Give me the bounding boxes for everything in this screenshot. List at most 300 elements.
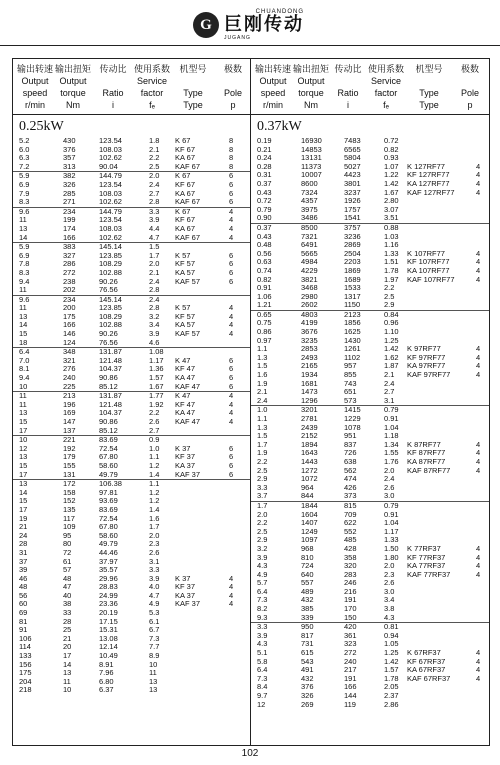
header-pole: 极数 Pole p	[223, 64, 242, 110]
table-cell: 2869	[344, 240, 361, 250]
table-cell: 0.84	[384, 309, 399, 319]
table-cell: 4357	[301, 196, 318, 206]
table-cell: 102.62	[99, 232, 122, 242]
table-cell: K 87RF77	[407, 439, 441, 449]
table-row	[13, 234, 250, 243]
table-group	[13, 172, 250, 207]
table-cell: 137	[63, 425, 76, 435]
table-cell: 1643	[301, 448, 318, 458]
table-row	[13, 575, 250, 584]
table-row	[13, 348, 250, 357]
table-row	[251, 623, 489, 632]
table-row	[251, 154, 489, 163]
table-cell: 0.74	[257, 265, 272, 275]
table-cell: 815	[344, 500, 357, 510]
table-cell: 4.7	[149, 590, 160, 600]
table-cell: 0.91	[384, 509, 399, 519]
table-row	[251, 337, 489, 346]
table-cell: 108.29	[99, 259, 122, 269]
table-cell: 2.4	[149, 276, 160, 286]
table-cell: 0.81	[384, 622, 399, 632]
table-cell: 0.31	[257, 170, 272, 180]
table-cell: 179	[63, 452, 76, 462]
table-cell: 3.7	[257, 491, 268, 501]
table-cell: 2.5	[257, 526, 268, 536]
table-cell: 6.4	[19, 347, 30, 357]
table-cell: 39	[19, 565, 28, 575]
table-cell: 83.69	[99, 435, 118, 445]
table-group	[13, 137, 250, 172]
table-cell: 543	[301, 656, 314, 666]
table-cell: 0.63	[257, 257, 272, 267]
table-cell: 0.48	[257, 240, 272, 250]
table-cell: 10	[19, 381, 28, 391]
table-row	[13, 462, 250, 471]
table-cell: 321	[63, 355, 76, 365]
header-ratio: 传动比 Ratio i	[334, 64, 362, 110]
table-row	[13, 278, 250, 287]
table-cell: 2.37	[384, 691, 399, 700]
table-cell: 2.8	[149, 303, 160, 313]
table-cell: 283	[344, 569, 357, 579]
table-row	[251, 354, 489, 363]
table-cell: 964	[301, 482, 314, 492]
table-cell: 121.48	[99, 355, 122, 365]
table-cell: 837	[344, 439, 357, 449]
table-cell: 4803	[301, 309, 318, 319]
table-cell: 117	[63, 513, 75, 523]
table-cell: 0.79	[257, 204, 272, 214]
table-row	[13, 190, 250, 199]
table-cell: 2.6	[149, 547, 160, 557]
table-cell: 810	[301, 552, 314, 562]
table-cell: 1894	[301, 439, 318, 449]
table-cell: 4423	[344, 170, 361, 180]
table-cell: 13	[19, 452, 28, 462]
table-cell: 95	[63, 530, 72, 540]
table-cell: 2.5	[257, 465, 268, 475]
table-cell: KAF 67	[175, 161, 201, 171]
table-cell: K 67RF37	[407, 648, 441, 658]
table-cell: KAF 57	[175, 329, 201, 339]
table-row	[13, 643, 250, 652]
table-row	[251, 562, 489, 571]
table-cell: K 107RF77	[407, 248, 445, 258]
table-cell: 651	[344, 387, 357, 397]
table-cell: 1.21	[257, 300, 272, 310]
table-cell: 1.10	[384, 327, 399, 337]
table-row	[13, 409, 250, 418]
table-row	[251, 424, 489, 433]
table-cell: 240	[63, 373, 76, 383]
table-cell: 1.2	[149, 487, 160, 497]
table-cell: 1150	[344, 300, 361, 310]
table-cell: 4	[229, 573, 234, 583]
table-cell: 1072	[301, 474, 318, 484]
table-cell: 29.96	[99, 573, 118, 583]
table-cell: 158	[63, 487, 76, 497]
table-cell: 1.42	[384, 656, 399, 666]
table-row	[251, 701, 489, 710]
table-cell: 1.22	[384, 170, 399, 180]
table-cell: 2.9	[257, 474, 268, 484]
table-cell: 14	[63, 659, 72, 669]
table-cell: 12	[257, 699, 266, 709]
table-cell: 90.86	[99, 417, 118, 426]
table-cell: 1.6	[149, 513, 160, 523]
table-cell: 90.86	[99, 373, 118, 383]
table-cell: 4	[229, 303, 234, 313]
table-cell: 430	[63, 136, 76, 145]
table-cell: 1.55	[384, 448, 399, 458]
table-row	[13, 453, 250, 462]
table-cell: 1229	[344, 414, 361, 423]
table-cell: 3.1	[149, 556, 160, 566]
table-cell: 90.04	[99, 161, 118, 171]
table-cell: 743	[344, 378, 357, 388]
table-cell: 44.46	[99, 547, 118, 557]
table-row	[251, 683, 489, 692]
table-cell: 131.87	[99, 347, 122, 357]
table-cell: 1.42	[384, 344, 399, 354]
table-cell: 11	[19, 215, 27, 225]
table-cell: 3.3	[149, 206, 160, 216]
table-row	[13, 296, 250, 305]
table-row	[251, 276, 489, 285]
logo-brand-top: CHUANDONG	[255, 9, 304, 15]
table-cell: KAF 67	[175, 197, 201, 207]
right-table-body	[251, 137, 489, 709]
table-cell: 10	[63, 685, 72, 695]
table-cell: 5.9	[19, 242, 30, 252]
table-row	[13, 383, 250, 392]
table-cell: 1407	[301, 518, 318, 528]
table-cell: 13	[19, 311, 28, 321]
table-cell: 114	[19, 642, 31, 652]
table-row	[13, 566, 250, 575]
table-cell: 4984	[301, 257, 318, 267]
table-header-left	[13, 59, 250, 115]
table-cell: 426	[344, 482, 357, 492]
table-cell: 4	[476, 361, 481, 371]
table-cell: 1.1	[257, 344, 268, 354]
table-cell: 2.1	[149, 267, 160, 277]
table-cell: 0.82	[257, 274, 272, 284]
table-cell: 1.42	[384, 178, 399, 188]
table-cell: 147	[63, 417, 76, 426]
table-cell: 4	[476, 248, 481, 258]
table-cell: 6	[229, 469, 234, 479]
table-cell: 286	[63, 259, 76, 269]
table-cell: K 97RF77	[407, 344, 441, 354]
table-cell: KA 47	[175, 373, 196, 383]
table-row	[13, 286, 250, 295]
table-cell: 13	[63, 668, 72, 678]
table-cell: 1.92	[149, 399, 164, 409]
table-cell: 156	[19, 659, 32, 669]
table-cell: 144	[344, 691, 357, 700]
table-row	[251, 362, 489, 371]
table-cell: 6.4	[257, 665, 268, 675]
table-cell: 8500	[301, 222, 318, 232]
table-cell: 6.9	[19, 250, 30, 260]
table-cell: 15.31	[99, 625, 118, 635]
table-cell: 7.3	[149, 633, 160, 643]
table-cell: 2504	[344, 248, 361, 258]
table-cell: 0.93	[384, 153, 399, 163]
table-cell: 1.33	[384, 248, 399, 258]
table-cell: 7.9	[19, 188, 30, 198]
table-cell: 58.60	[99, 530, 118, 540]
table-cell: 4	[476, 673, 481, 683]
table-cell: 3.9	[257, 630, 268, 640]
table-cell: 6	[229, 259, 234, 269]
table-cell: KA 67RF37	[407, 665, 446, 675]
table-cell: 106.38	[99, 479, 122, 489]
table-cell: 573	[344, 395, 357, 405]
table-cell: 3.8	[384, 604, 395, 614]
table-cell: 0.28	[257, 161, 272, 171]
table-cell: 7.3	[257, 673, 268, 683]
table-cell: K 67	[175, 206, 191, 216]
table-cell: 102.62	[99, 197, 122, 207]
table-cell: 0.86	[257, 327, 272, 337]
table-cell: 1.16	[384, 240, 399, 250]
table-cell: 6.80	[99, 676, 114, 686]
table-cell: K 57	[175, 250, 191, 260]
table-cell: 6	[229, 355, 234, 365]
table-row	[251, 458, 489, 467]
table-cell: 144.79	[99, 206, 122, 216]
table-cell: K 47	[175, 355, 191, 365]
table-cell: 724	[301, 561, 314, 571]
table-cell: 10	[149, 659, 158, 669]
table-cell: 6	[229, 460, 234, 470]
table-cell: 37.97	[99, 556, 118, 566]
table-cell: 145.14	[99, 294, 122, 304]
table-row	[251, 614, 489, 623]
table-cell: 1.3	[257, 352, 268, 362]
table-cell: 1689	[344, 274, 361, 284]
table-cell: 320	[344, 561, 357, 571]
table-cell: 1261	[344, 344, 361, 354]
table-cell: 35.57	[99, 565, 118, 575]
table-cell: 4	[476, 344, 481, 354]
table-cell: 2.5	[149, 161, 160, 171]
table-cell: 13	[19, 479, 28, 489]
table-row	[13, 609, 250, 618]
table-cell: 2980	[301, 291, 318, 301]
header-speed: 输出转速 Output speed r/min	[254, 64, 291, 110]
table-cell: 9.7	[257, 691, 268, 700]
table-cell: 175	[63, 311, 76, 321]
table-cell: 2.6	[384, 578, 395, 588]
table-cell: 4.3	[257, 561, 268, 571]
table-cell: 28.83	[99, 582, 118, 592]
table-cell: 1296	[301, 395, 318, 405]
table-cell: 4	[229, 311, 234, 321]
table-cell: 221	[63, 435, 76, 445]
table-cell: 2.7	[149, 425, 160, 435]
table-cell: 5.9	[19, 171, 30, 181]
table-cell: K 67	[175, 171, 191, 181]
table-cell: 323	[344, 639, 357, 649]
table-cell: 348	[63, 347, 76, 357]
table-cell: 557	[301, 578, 314, 588]
table-cell: 11	[19, 399, 27, 409]
header-rule	[0, 45, 500, 46]
table-cell: 23.36	[99, 599, 118, 609]
table-cell: 485	[344, 535, 357, 545]
table-cell: 361	[344, 630, 357, 640]
table-cell: 1.4	[149, 504, 160, 514]
table-cell: 80	[63, 539, 72, 549]
table-cell: 38	[63, 599, 72, 609]
table-cell: 1.76	[384, 456, 399, 466]
table-row	[13, 304, 250, 313]
table-cell: 1.9	[257, 448, 268, 458]
table-cell: 2.4	[384, 378, 395, 388]
logo-brand-sub: JUGANG	[224, 35, 251, 41]
table-cell: 1533	[344, 283, 361, 293]
table-cell: 108.03	[99, 223, 122, 233]
table-cell: 2.6	[149, 417, 160, 426]
table-cell: KA 67	[175, 153, 196, 163]
table-row	[251, 163, 489, 172]
table-cell: 2.0	[384, 561, 395, 571]
table-cell: 123.54	[99, 136, 122, 145]
table-cell: KF 57	[175, 311, 196, 321]
table-cell: 709	[344, 509, 357, 519]
table-row	[251, 545, 489, 554]
table-cell: 4	[229, 582, 234, 592]
table-row	[251, 658, 489, 667]
table-cell: 1272	[301, 465, 318, 475]
table-cell: 97.81	[99, 487, 118, 497]
table-cell: 1.5	[257, 431, 268, 441]
spec-table	[12, 58, 490, 746]
table-cell: 4	[476, 352, 481, 362]
table-cell: 0.88	[384, 222, 399, 232]
table-cell: 0.91	[384, 414, 399, 423]
table-cell: 1.17	[149, 355, 164, 365]
header-speed: 输出转速 Output speed r/min	[16, 64, 53, 110]
table-cell: 1.7	[257, 500, 268, 510]
table-cell: 326	[63, 179, 76, 189]
table-cell: 40	[63, 590, 72, 600]
table-row	[13, 471, 250, 480]
table-row	[251, 406, 489, 415]
table-row	[13, 427, 250, 436]
table-cell: 6	[229, 381, 234, 391]
table-cell: 6.1	[149, 616, 160, 626]
table-row	[251, 293, 489, 302]
table-cell: 2.3	[149, 539, 160, 549]
table-cell: 432	[301, 595, 314, 605]
table-cell: 76.56	[99, 285, 118, 295]
table-group	[251, 137, 489, 224]
table-cell: KF 107RF77	[407, 257, 450, 267]
table-cell: 2.1	[257, 387, 268, 397]
table-row	[13, 146, 250, 155]
table-cell: 9.6	[19, 206, 30, 216]
table-cell: KAF 87RF77	[407, 465, 451, 475]
table-group	[251, 311, 489, 407]
table-cell: 202	[63, 285, 76, 295]
table-row	[251, 502, 489, 511]
table-cell: 3.0	[384, 586, 395, 596]
table-cell: 1757	[344, 204, 361, 214]
table-cell: 108.03	[99, 188, 122, 198]
table-cell: 2.0	[149, 259, 160, 269]
table-cell: 1.77	[149, 391, 164, 401]
table-row	[13, 216, 250, 225]
table-cell: 4.0	[149, 582, 160, 592]
table-row	[13, 583, 250, 592]
table-row	[251, 640, 489, 649]
table-cell: 1.87	[384, 361, 399, 371]
table-cell: 385	[301, 604, 314, 614]
table-cell: 123.85	[99, 250, 122, 260]
table-cell: 1.7	[149, 250, 160, 260]
table-cell: 6.0	[19, 144, 30, 154]
table-cell: 1.08	[149, 347, 164, 357]
table-cell: 1.17	[384, 526, 399, 536]
table-cell: 5665	[301, 248, 318, 258]
table-cell: 109	[63, 522, 76, 532]
header-torque: 输出扭矩 Output torque Nm	[292, 64, 329, 110]
table-cell: 4.9	[149, 599, 160, 609]
table-cell: 276	[63, 364, 76, 374]
table-cell: 3.1	[384, 395, 395, 405]
table-cell: 7.0	[19, 355, 30, 365]
table-cell: 15	[19, 329, 28, 339]
table-cell: 11	[63, 676, 71, 686]
table-cell: KF 57	[175, 259, 196, 269]
table-row	[251, 649, 489, 658]
table-row	[251, 666, 489, 675]
table-cell: 0.90	[257, 213, 272, 223]
table-cell: 5.8	[257, 656, 268, 666]
table-cell: 10.49	[99, 651, 118, 661]
table-cell: 0.79	[384, 500, 399, 510]
table-cell: 9.3	[257, 612, 268, 622]
table-cell: 3.9	[149, 573, 160, 583]
table-row	[251, 397, 489, 406]
table-cell: 108.29	[99, 311, 122, 321]
table-row	[251, 311, 489, 320]
table-cell: KAF 127RF77	[407, 187, 455, 197]
table-cell: KA 37	[175, 460, 196, 470]
table-cell: 90.26	[99, 276, 118, 286]
table-row	[251, 596, 489, 605]
table-cell: 491	[301, 665, 314, 675]
table-cell: 234	[63, 294, 76, 304]
table-cell: 7321	[301, 231, 318, 241]
table-cell: 1473	[301, 387, 318, 397]
table-cell: KF 127RF77	[407, 170, 450, 180]
table-cell: 8	[229, 136, 234, 145]
table-row	[251, 528, 489, 537]
table-cell: 1.0	[149, 443, 160, 453]
table-cell: 4	[229, 599, 234, 609]
table-cell: 2.3	[384, 569, 395, 579]
table-row	[251, 588, 489, 597]
table-row	[13, 523, 250, 532]
table-cell: 2.4	[149, 294, 160, 304]
table-cell: 47	[63, 582, 72, 592]
table-cell: 11	[19, 391, 27, 401]
